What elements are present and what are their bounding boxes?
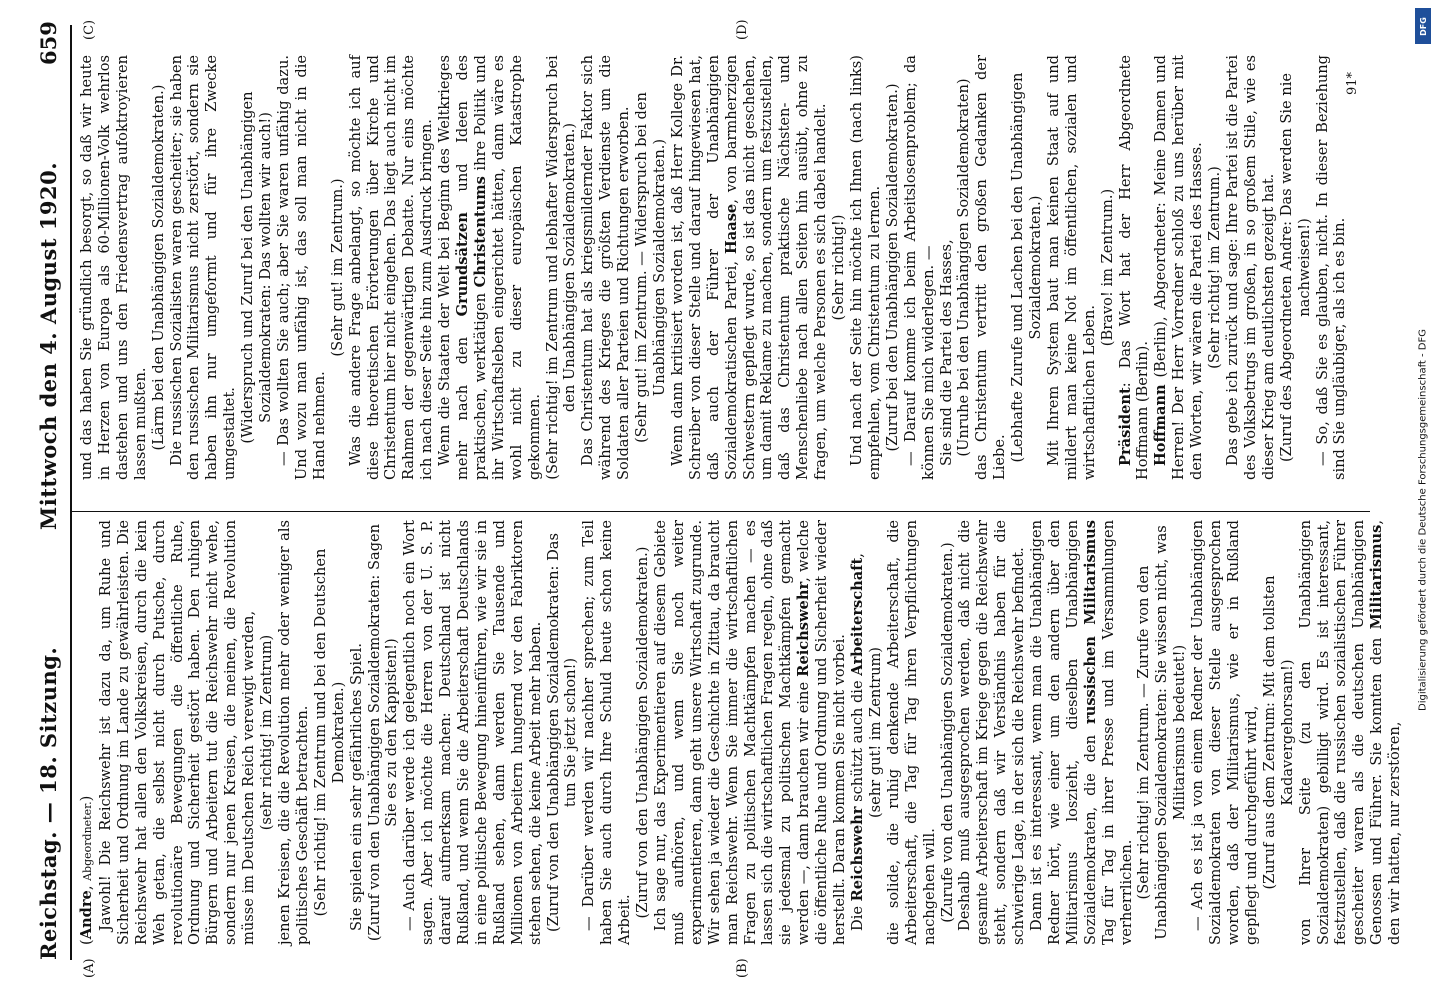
paragraph: — Auch darüber werde ich gelegentlich noch ein Wort sagen. Aber ich möchte die Herren von der U. S. P. darauf aufmerksam machen: Deutschland ist nicht Rußland, und wenn Sie die Arbeiterschaft Deutschlands in eine politische Bewegung hineinführen, wie wir sie in Rußland sehen, dann werden Sie Tausende und Millionen von Arbeitern hungernd vor den Fabriktoren stehen sehen, die keine Arbeit mehr haben. bbox=[401, 520, 544, 945]
margin-marker-c: (C) bbox=[82, 19, 97, 40]
paragraph: das Christentum vertritt den großen Gedanken der Liebe. bbox=[973, 55, 1009, 480]
interjection: (Lebhafte Zurufe und Lachen bei den Unabhängigen Sozialdemokraten.) bbox=[1009, 72, 1045, 463]
interjection: (Lärm bei den Unabhängigen Sozialdemokraten.) bbox=[149, 84, 167, 451]
paragraph: Jawohl! Die Reichswehr ist dazu da, um Ruhe und Sicherheit und Ordnung im Lande zu gewährleisten. Die Reichswehr hat allen den Volkskreisen, durch die kein Weh getan, die selbst nicht durch Putsche, durch revolutionäre Bewegungen die öffentliche Ruhe, Ordnung und Sicherheit gestört haben. Den ruhigen Bürgern und Arbeitern tut die Reichswehr nicht wehe, sondern nur jenen Kreisen, die meinen, die Revolution müsse im Deutschen Reich verewigt werden, bbox=[96, 520, 258, 945]
paragraph: Hoffmann (Berlin), Abgeordneter: Meine Damen und Herren! Der Herr Vorredner schloß zu uns herüber mit den Worten, wir wären die Partei des Hasses. bbox=[1152, 55, 1206, 480]
interjection: (Zuruf bei den Unabhängigen Sozialdemokraten.) bbox=[883, 83, 901, 452]
margin-marker-b: (B) bbox=[735, 958, 750, 978]
paragraph: die solide, die ruhig denkende Arbeiterschaft, die Arbeiterschaft, die Tag für Tag ihren Verpflichtungen nachgehen will. bbox=[884, 520, 938, 945]
header-date: Mittwoch den 4. August 1920. bbox=[36, 161, 61, 530]
paragraph: — So, daß Sie es glauben, nicht. In dieser Beziehung sind Sie ungläubiger, als ich es bin. bbox=[1313, 55, 1349, 480]
interjection: (sehr gut! im Zentrum) bbox=[866, 646, 884, 819]
page-number: 659 bbox=[36, 21, 61, 65]
interjection: (sehr richtig! im Zentrum) bbox=[258, 634, 276, 831]
interjection: (Sehr richtig!) bbox=[830, 214, 848, 321]
paragraph: Sie spielen ein sehr gefährliches Spiel. bbox=[347, 643, 365, 931]
paragraph: — Das wollten Sie auch; aber Sie waren unfähig dazu. Und wozu man unfähig ist, das soll man nicht in die Hand nehmen. bbox=[274, 55, 328, 480]
interjection: (Zuruf aus dem Zentrum: Mit dem tollsten Kadavergehorsam!) bbox=[1260, 575, 1296, 890]
paragraph: — Darauf komme ich beim Arbeitslosenproblem; da können Sie mich widerlegen. — bbox=[901, 55, 937, 480]
paragraph: Was die andere Frage anbelangt, so möchte ich auf diese theoretischen Erörterungen über Kirche und Christentum hier nicht eingehen. Das liegt auch nicht im Rahmen der gegenwärtigen Debatte. Nur eins möchte ich nach dieser Seite hin zum Ausdruck bringen. bbox=[346, 55, 436, 480]
digitization-sidebar bbox=[1412, 0, 1434, 1000]
paragraph: jenen Kreisen, die die Revolution mehr oder weniger als politisches Geschäft betrachten. bbox=[275, 520, 311, 945]
interjection: (Unruhe bei den Unabhängigen Sozialdemokraten) bbox=[955, 78, 973, 457]
paragraph: Deshalb muß ausgesprochen werden, daß nicht die gesamte Arbeiterschaft im Kriege gegen die Reichswehr steht, sondern daß wir Verständnis haben für die schwierige Lage, in der sich die Reichswehr befindet. bbox=[956, 520, 1028, 945]
interjection: (Sehr gut! im Zentrum.) bbox=[328, 178, 346, 357]
interjection: (Sehr richtig! im Zentrum und bei den Deutschen Demokraten.) bbox=[311, 548, 347, 917]
paragraph: Und nach der Seite hin möchte ich Ihnen (nach links) empfehlen, vom Christentum zu lernen. bbox=[847, 55, 883, 480]
text-column-right bbox=[78, 55, 1349, 480]
margin-marker-a: (A) bbox=[82, 958, 97, 978]
paragraph: Dann ist es interessant, wenn man die Unabhängigen Redner hört, wie einer um den andern über den Militarismus loszieht, dieselben Unabhängigen Sozialdemokraten, die den russischen Militarismus Tag für Tag in ihrer Presse und im Versammlungen verherrlichen. bbox=[1028, 520, 1135, 945]
text-column-left bbox=[78, 520, 1404, 945]
paragraph: Wenn dann kritisiert worden ist, daß Herr Kollege Dr. Schreiber von dieser Stelle und darauf hingewiesen hat, daß auch der Führer der Unabhängigen Sozialdemokratischen Partei, Haase, von barmherzigen Schwestern gepflegt wurde, so ist das nicht geschehen, um damit Reklame zu machen, sondern um festzustellen, daß das Christentum praktische Nächsten- und Menschenliebe nach allen Seiten hin ausübt, ohne zu fragen, um welche Personen es sich dabei handelt. bbox=[668, 55, 830, 480]
column-divider bbox=[70, 511, 1370, 512]
paragraph: und das haben Sie gründlich besorgt, so daß wir heute in Herzen von Europa als 60-Millionen-Volk wehrlos dastehen und uns den Friedensvertrag aufoktroyieren lassen mußten. bbox=[78, 55, 149, 480]
paragraph: Mit Ihrem System baut man keinen Staat auf und mildert man keine Not im öffentlichen, sozialen und wirtschaftlichen Leben. bbox=[1044, 55, 1098, 480]
interjection: (Zuruf von den Unabhängigen Sozialdemokraten: Das tun Sie jetzt schon!) bbox=[544, 533, 580, 932]
paragraph: Sie sind die Partei des Hasses, bbox=[937, 239, 955, 466]
interjection: (Widerspruch und Zuruf bei den Unabhängigen Sozialdemokraten: Das wollten wir auch!) bbox=[239, 91, 275, 444]
paragraph: von Ihrer Seite (zu den Unabhängigen Sozialdemokraten) gebilligt wird. Es ist interessant, festzustellen, daß die russischen sozialistischen Führer gescheiter waren als die deutschen Unabhängigen Genossen und Führer. Sie konnten den Militarismus, den wir hatten, nur zerstören, bbox=[1296, 520, 1404, 945]
header-rule bbox=[70, 25, 72, 960]
header-session: Reichstag. — 18. Sitzung. bbox=[36, 646, 61, 960]
interjection: (Zuruf von den Unabhängigen Sozialdemokraten: Sagen Sie es zu den Kappisten!) bbox=[365, 523, 401, 942]
dfg-logo: DFG bbox=[1415, 8, 1431, 44]
interjection: (Sehr richtig! im Zentrum und lebhafter Widerspruch bei den Unabhängigen Sozialdemokraten.) bbox=[543, 55, 579, 480]
paragraph: Das Christentum hat als kriegsmildernder Faktor sich während des Krieges die größten Verdienste um die Soldaten aller Parteien und Richtungen erworben. bbox=[579, 55, 633, 480]
interjection: (Zuruf von den Unabhängigen Sozialdemokraten.) bbox=[634, 546, 652, 919]
page-header bbox=[0, 0, 80, 1000]
paragraph: Wenn die Staaten der Welt bei Beginn des Weltkrieges mehr nach den Grundsätzen und Ideen des praktischen, werktätigen Christentums ihre Politik und ihr Wirtschaftsleben eingerichtet hätten, dann wäre es wohl nicht zu dieser europäischen Katastrophe gekommen. bbox=[436, 55, 543, 480]
paragraph: — Darüber werden wir nachher sprechen; zum Teil haben Sie auch durch Ihre Schuld heute schon keine Arbeit. bbox=[580, 520, 634, 945]
paragraph: Die russischen Sozialisten waren gescheiter; sie haben den russischen Militarismus nicht zerstört, sondern sie haben ihn nur umgeformt und für ihre Zwecke umgestaltet. bbox=[167, 55, 239, 480]
digitization-note: Digitalisierung gefördert durch die Deutsche Forschungsgemeinschaft - DFG bbox=[1417, 328, 1429, 712]
paragraph: (Andre, Abgeordneter.) bbox=[78, 795, 95, 945]
interjection: (Zurufe von den Unabhängigen Sozialdemokraten.) bbox=[938, 542, 956, 923]
paragraph: Ich sage nur, das Experimentieren auf diesem Gebiete muß aufhören, und wenn Sie noch weiter experimentieren, dann geht unsere Wirtschaft zugrunde. Wir sehen ja wieder die Geschichte in Zittau, da braucht man Reichswehr. Wenn Sie immer die wirtschaftlichen Fragen zu politischen Machtkämpfen machen — es lassen sich die wirtschaftlichen Fragen regeln, ohne daß sie jedesmal zu politischen Machtkämpfen gemacht werden —, dann brauchen wir eine Reichswehr, welche die öffentliche Ruhe und Ordnung und Sicherheit wieder herstellt. Daran kommen Sie nicht vorbei. bbox=[652, 520, 849, 945]
interjection: (Zuruf des Abgeordneten Andre: Das werden Sie nie nachweisen!) bbox=[1277, 72, 1313, 463]
paragraph: Präsident: Das Wort hat der Herr Abgeordnete Hoffmann (Berlin). bbox=[1116, 55, 1152, 480]
interjection: (Bravo! im Zentrum.) bbox=[1098, 188, 1116, 347]
interjection: (Sehr gut! im Zentrum. — Widerspruch bei den Unabhängigen Sozialdemokraten.) bbox=[633, 92, 668, 443]
paragraph: Das gebe ich zurück und sage: Ihre Partei ist die Partei des Volksbetrugs im großen, in so großem Stile, wie es dieser Krieg am deutlichsten gezeigt hat. bbox=[1224, 55, 1277, 480]
interjection: (Sehr richtig! im Zentrum.) bbox=[1206, 166, 1224, 369]
margin-marker-d: (D) bbox=[735, 19, 750, 40]
interjection: (Sehr richtig! im Zentrum. — Zurufe von den Unabhängigen Sozialdemokraten: Sie wissen nicht, was Militarismus bedeutet!) bbox=[1135, 525, 1189, 940]
signature-mark: 91* bbox=[1345, 71, 1360, 95]
paragraph: — Ach es ist ja von einem Redner der Unabhängigen Sozialdemokraten von dieser Stelle ausgesprochen worden, daß der Militarismus, wie er in Rußland gepflegt und durchgeführt wird, bbox=[1189, 520, 1260, 945]
paragraph: Die Reichswehr schützt auch die Arbeiterschaft, bbox=[848, 553, 866, 931]
